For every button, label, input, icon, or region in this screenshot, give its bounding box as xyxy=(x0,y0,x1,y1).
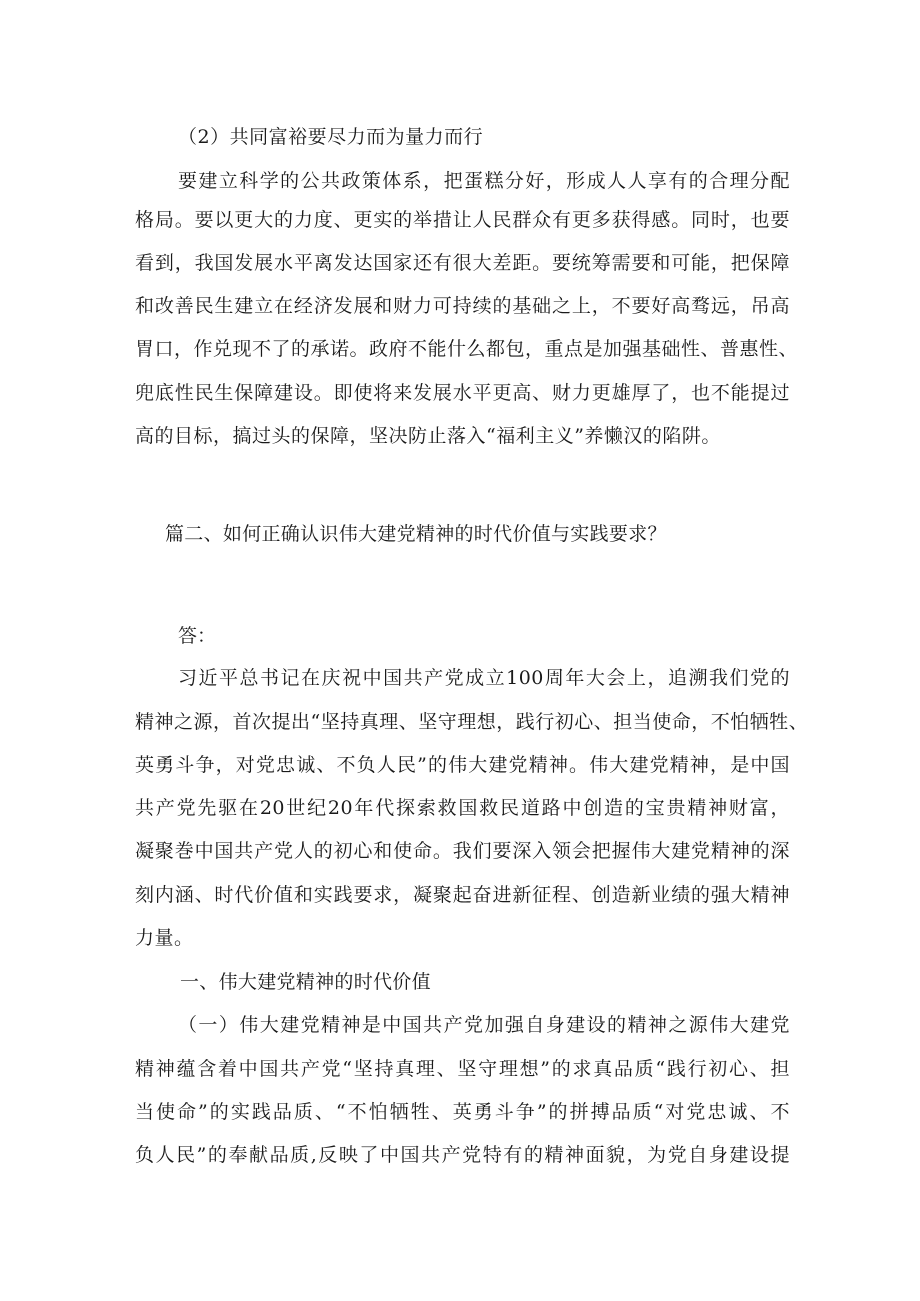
paragraph-line: 高的目标，搞过头的保障，坚决防止落入“福利主义”养懒汉的陷阱。 xyxy=(135,425,721,447)
paragraph-line: 看到，我国发展水平离发达国家还有很大差距。要统筹需要和可能，把保障 xyxy=(135,252,790,274)
paragraph-line: 英勇斗争，对党忠诚、不负人民”的伟大建党精神。伟大建党精神，是中国 xyxy=(135,754,790,776)
section-title: 篇二、如何正确认识伟大建党精神的时代价值与实践要求？ xyxy=(165,523,667,545)
paragraph-line: 共产党先驱在20世纪20年代探索救国救民道路中创造的宝贵精神财富， xyxy=(135,797,790,819)
paragraph-line: 刻内涵、时代价值和实践要求，凝聚起奋进新征程、创造新业绩的强大精神 xyxy=(135,884,790,906)
paragraph-line: 和改善民生建立在经济发展和财力可持续的基础之上，不要好高骛远，吊高 xyxy=(135,295,790,317)
subtitle-common-prosperity: （2）共同富裕要尽力而为量力而行 xyxy=(178,126,484,148)
paragraph-line: 格局。要以更大的力度、更实的举措让人民群众有更多获得感。同时，也要 xyxy=(135,209,790,231)
paragraph-line: 要建立科学的公共政策体系，把蛋糕分好，形成人人享有的合理分配 xyxy=(178,170,790,192)
paragraph-line: 负人民”的奉献品质,反映了中国共产党特有的精神面貌，为党自身建设提 xyxy=(135,1144,790,1166)
subheading-era-value: 一、伟大建党精神的时代价值 xyxy=(180,971,431,993)
paragraph-line: 兜底性民生保障建设。即使将来发展水平更高、财力更雄厚了，也不能提过 xyxy=(135,382,790,404)
paragraph-line: （一）伟大建党精神是中国共产党加强自身建设的精神之源伟大建党 xyxy=(178,1014,790,1036)
answer-label: 答： xyxy=(178,625,217,647)
paragraph-line: 习近平总书记在庆祝中国共产党成立100周年大会上，追溯我们党的 xyxy=(178,667,790,689)
paragraph-line: 胃口，作兑现不了的承诺。政府不能什么都包，重点是加强基础性、普惠性、 xyxy=(135,338,799,360)
paragraph-line: 凝聚巻中国共产党人的初心和使命。我们要深入领会把握伟大建党精神的深 xyxy=(135,840,790,862)
paragraph-line: 精神蕴含着中国共产党“坚持真理、坚守理想”的求真品质“践行初心、担 xyxy=(135,1058,790,1080)
paragraph-line: 当使命”的实践品质、“不怕牺牲、英勇斗争”的拼搏品质“对党忠诚、不 xyxy=(135,1101,790,1123)
paragraph-line: 精神之源，首次提出“坚持真理、坚守理想，践行初心、担当使命，不怕牺牲、 xyxy=(135,711,809,733)
paragraph-line: 力量。 xyxy=(135,927,194,949)
